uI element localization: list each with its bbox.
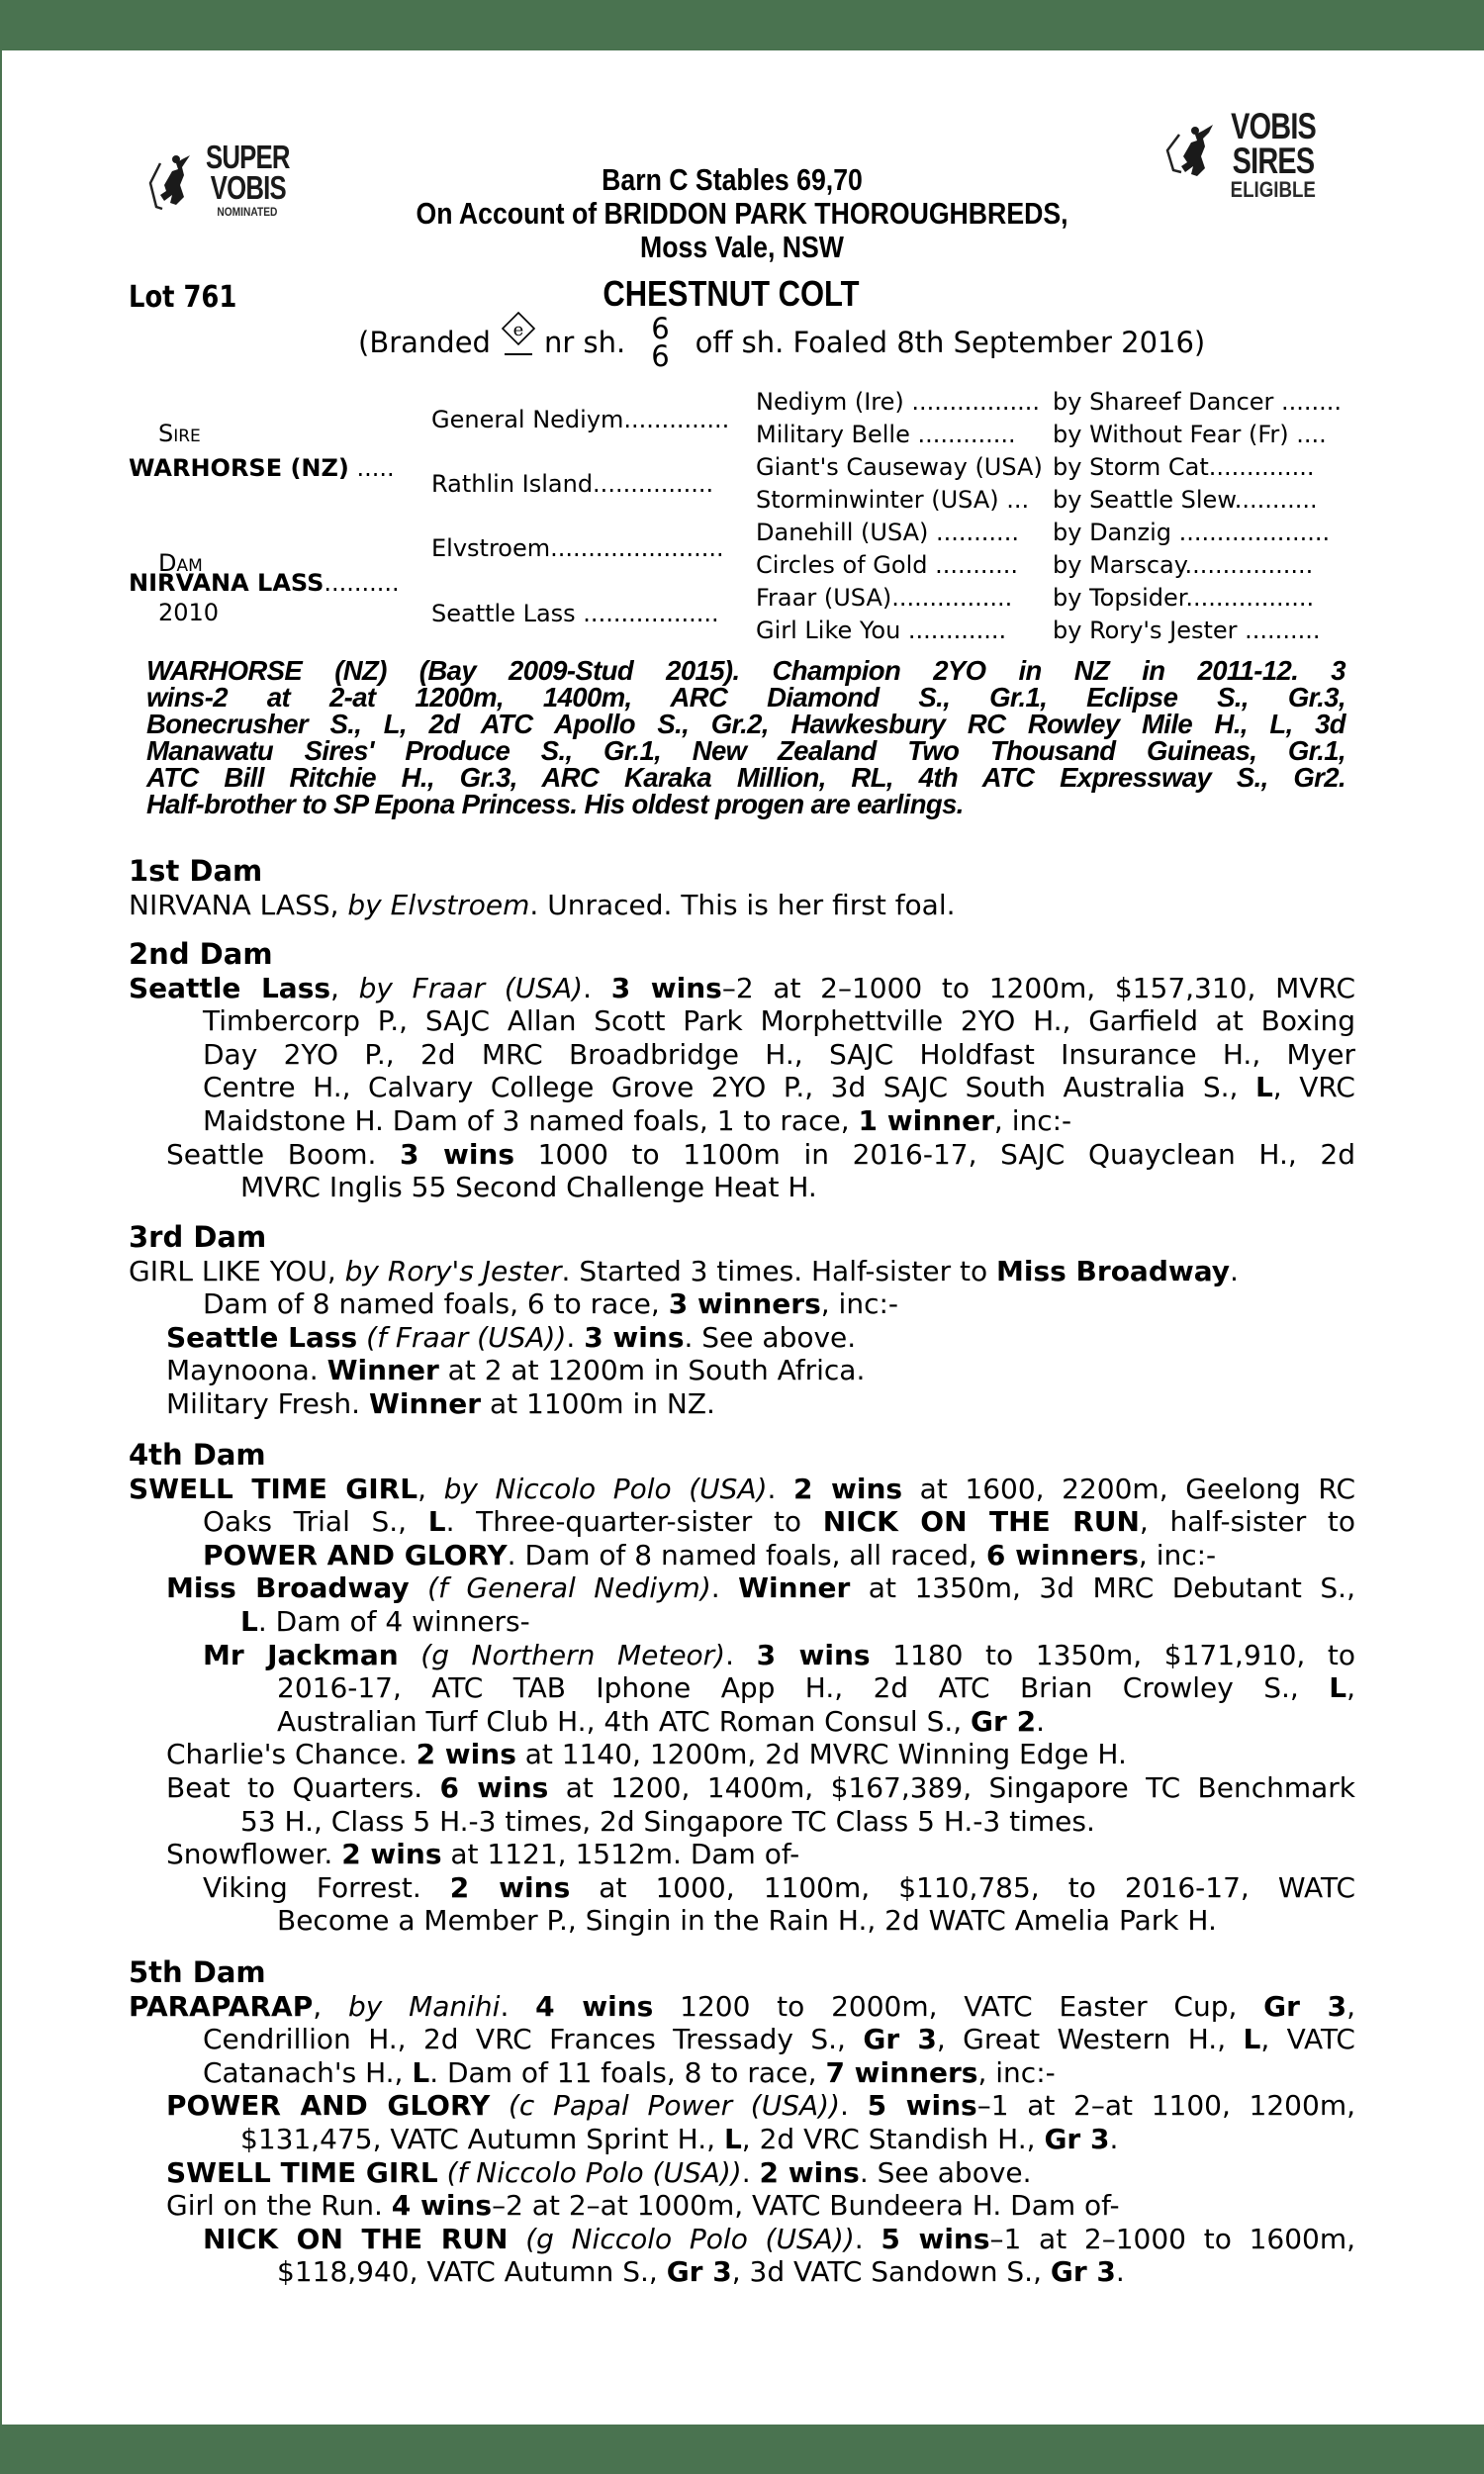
progeny-line: Girl on the Run. 4 wins–2 at 2–at 1000m, VATC Bundeera H. Dam of- [166,2189,1120,2223]
dam-line: Catanach's H., L. Dam of 11 foals, 8 to race, 7 winners, inc:- [203,2055,1056,2089]
gen3-name: Circles of Gold ........... [756,551,1019,579]
gen3-by: by Without Fear (Fr) .... [1053,421,1327,448]
progeny-line: $118,940, VATC Autumn S., Gr 3, 3d VATC Sandown S., Gr 3. [277,2255,1125,2289]
dam-label: Dam [158,549,203,577]
progeny-line: Military Fresh. Winner at 1100m in NZ. [166,1386,715,1420]
dam-name: NIRVANA LASS.......... [129,569,400,597]
sire-summary-line: WARHORSE (NZ) (Bay 2009-Stud 2015). Champion 2YO in NZ in 2011-12. 3 [146,655,1345,686]
diamond-brand-icon [499,311,538,362]
dam-line: Day 2YO P., 2d MRC Broadbridge H., SAJC Holdfast Insurance H., Myer [203,1037,1355,1071]
sire-summary-line: ATC Bill Ritchie H., Gr.3, ARC Karaka Million, RL, 4th ATC Expressway S., Gr2. [146,762,1345,793]
logo-left-line3: NOMINATED [217,204,278,219]
lot-number: Lot 761 [129,280,237,315]
lot-title: CHESTNUT COLT [603,273,860,314]
dam-line: GIRL LIKE YOU, by Rory's Jester. Started 3 times. Half-sister to Miss Broadway. [129,1254,1239,1287]
dam-line: Seattle Lass, by Fraar (USA). 3 wins–2 at 2–1000 to 1200m, $157,310, MVRC [129,971,1355,1004]
brand-near-side: nr sh. [543,326,626,359]
dam-year: 2010 [158,599,220,626]
section-heading: 3rd Dam [129,1220,267,1254]
section-heading: 4th Dam [129,1438,266,1472]
section-heading: 5th Dam [129,1955,266,1989]
brand-suffix: off sh. Foaled 8th September 2016) [695,326,1206,359]
section-heading: 2nd Dam [129,937,273,971]
brand-fraction-bottom: 6 [651,339,670,373]
dam-line: Dam of 8 named foals, 6 to race, 3 winners, inc:- [203,1287,899,1321]
progeny-line: MVRC Inglis 55 Second Challenge Heat H. [240,1171,817,1204]
second-dam-section [129,938,1355,1204]
third-dam-section [129,1221,1355,1421]
sire-summary-line: Half-brother to SP Epona Princess. His oldest progen are earlings. [146,789,964,819]
barn-stables: Barn C Stables 69,70 [602,162,863,197]
left-frame-border [0,50,2,2425]
sire-summary-paragraph [146,657,1345,817]
brand-prefix: (Branded [358,326,491,359]
dam-line: NIRVANA LASS, by Elvstroem. Unraced. This is her first foal. [129,888,956,921]
logo-right-line2: SIRES [1232,141,1315,182]
fifth-dam-section [129,1956,1355,2289]
progeny-line: Seattle Boom. 3 wins 1000 to 1100m in 2016-17, SAJC Quayclean H., 2d [166,1137,1355,1171]
vendor-account: On Account of BRIDDON PARK THOROUGHBREDS, [416,196,1068,231]
vobis-sires-eligible-logo [1163,106,1328,203]
progeny-line: Become a Member P., Singin in the Rain H., 2d WATC Amelia Park H. [277,1904,1217,1938]
progeny-line: Viking Forrest. 2 wins at 1000, 1100m, $110,785, to 2016-17, WATC [203,1870,1356,1904]
gen3-by: by Seattle Slew........... [1053,486,1318,514]
dam-line: Maidstone H. Dam of 3 named foals, 1 to race, 1 winner, inc:- [203,1103,1072,1137]
fourth-dam-section [129,1439,1355,1938]
gen3-by: by Marscay................. [1053,551,1314,579]
gen3-name: Nediym (Ire) ................. [756,388,1041,416]
progeny-line: Charlie's Chance. 2 wins at 1140, 1200m, 2d MVRC Winning Edge H. [166,1738,1127,1771]
gen3-by: by Shareef Dancer ........ [1053,388,1343,416]
logo-left-line2: VOBIS [210,169,286,207]
first-dam-section [129,855,1355,921]
dam-sire: Elvstroem....................... [431,534,724,562]
progeny-line: 53 H., Class 5 H.-3 times, 2d Singapore TC Class 5 H.-3 times. [240,1804,1095,1838]
progeny-line: Australian Turf Club H., 4th ATC Roman Consul S., Gr 2. [277,1704,1045,1738]
svg-text:e: e [512,320,524,340]
progeny-line: Beat to Quarters. 6 wins at 1200, 1400m, $167,389, Singapore TC Benchmark [166,1770,1356,1804]
progeny-line: Snowflower. 2 wins at 1121, 1512m. Dam of- [166,1838,800,1871]
dam-line: Cendrillion H., 2d VRC Frances Tressady S., Gr 3, Great Western H., L, VATC [203,2023,1355,2056]
gen3-name: Giant's Causeway (USA) [756,453,1043,481]
brand-fraction [651,312,670,373]
brand-description [358,312,1206,373]
jockey-horse-icon [1163,121,1219,190]
logo-right-line3: ELIGIBLE [1230,177,1317,203]
sire-summary-line: wins-2 at 2-at 1200m, 1400m, ARC Diamond S., Gr.1, Eclipse S., Gr.3, [146,682,1345,713]
gen3-name: Danehill (USA) ........... [756,519,1019,546]
sire-summary-line: Bonecrusher S., L, 2d ATC Apollo S., Gr.2, Hawkesbury RC Rowley Mile H., L, 3d [146,709,1345,739]
vendor-location: Moss Vale, NSW [640,230,844,264]
dam-line: SWELL TIME GIRL, by Niccolo Polo (USA). 2 wins at 1600, 2200m, Geelong RC [129,1472,1356,1505]
dam-dam: Seattle Lass .................. [431,600,719,627]
progeny-line: $131,475, VATC Autumn Sprint H., L, 2d VRC Standish H., Gr 3. [240,2122,1119,2155]
sire-sire: General Nediym.............. [431,406,730,433]
progeny-line: NICK ON THE RUN (g Niccolo Polo (USA)). 5 wins–1 at 2–1000 to 1600m, [203,2222,1355,2255]
progeny-line: 2016-17, ATC TAB Iphone App H., 2d ATC Brian Crowley S., L, [277,1671,1355,1705]
logo-right-line1: VOBIS [1231,106,1317,146]
section-heading: 1st Dam [129,854,263,888]
dam-line: POWER AND GLORY. Dam of 8 named foals, all raced, 6 winners, inc:- [203,1538,1217,1571]
progeny-line: Seattle Lass (f Fraar (USA)). 3 wins. See above. [166,1320,857,1354]
dam-line: Timbercorp P., SAJC Allan Scott Park Morphettville 2YO H., Garfield at Boxing [203,1004,1355,1038]
gen3-by: by Danzig .................... [1053,519,1331,546]
dam-line: PARAPARAP, by Manihi. 4 wins 1200 to 2000m, VATC Easter Cup, Gr 3, [129,1989,1355,2023]
brand-fraction-top: 6 [651,312,670,345]
sire-name: WARHORSE (NZ) ..... [129,454,395,482]
gen3-name: Military Belle ............. [756,421,1016,448]
dam-line: Centre H., Calvary College Grove 2YO P., 3d SAJC South Australia S., L, VRC [203,1071,1355,1104]
progeny-line: Miss Broadway (f General Nediym). Winner at 1350m, 3d MRC Debutant S., [166,1571,1355,1605]
dam-line: Oaks Trial S., L. Three-quarter-sister to NICK ON THE RUN, half-sister to [203,1505,1356,1539]
top-frame-bar [0,0,1484,50]
progeny-line: Mr Jackman (g Northern Meteor). 3 wins 1180 to 1350m, $171,910, to [203,1638,1355,1671]
progeny-line: Maynoona. Winner at 2 at 1200m in South Africa. [166,1354,866,1387]
bottom-frame-bar [0,2425,1484,2474]
sire-label: Sire [158,420,201,447]
gen3-by: by Storm Cat.............. [1053,453,1315,481]
sire-summary-line: Manawatu Sires' Produce S., Gr.1, New Zealand Two Thousand Guineas, Gr.1, [146,735,1345,766]
gen3-by: by Topsider................. [1053,584,1315,612]
progeny-line: POWER AND GLORY (c Papal Power (USA)). 5 wins–1 at 2–at 1100, 1200m, [166,2089,1355,2123]
gen3-name: Girl Like You ............. [756,617,1007,644]
progeny-line: SWELL TIME GIRL (f Niccolo Polo (USA)). 2 wins. See above. [166,2155,1032,2189]
sire-dam: Rathlin Island................ [431,470,714,498]
logo-left-line1: SUPER [205,139,290,175]
gen3-by: by Rory's Jester .......... [1053,617,1321,644]
progeny-line: L. Dam of 4 winners- [240,1604,530,1638]
gen3-name: Storminwinter (USA) ... [756,486,1030,514]
gen3-name: Fraar (USA)................ [756,584,1013,612]
